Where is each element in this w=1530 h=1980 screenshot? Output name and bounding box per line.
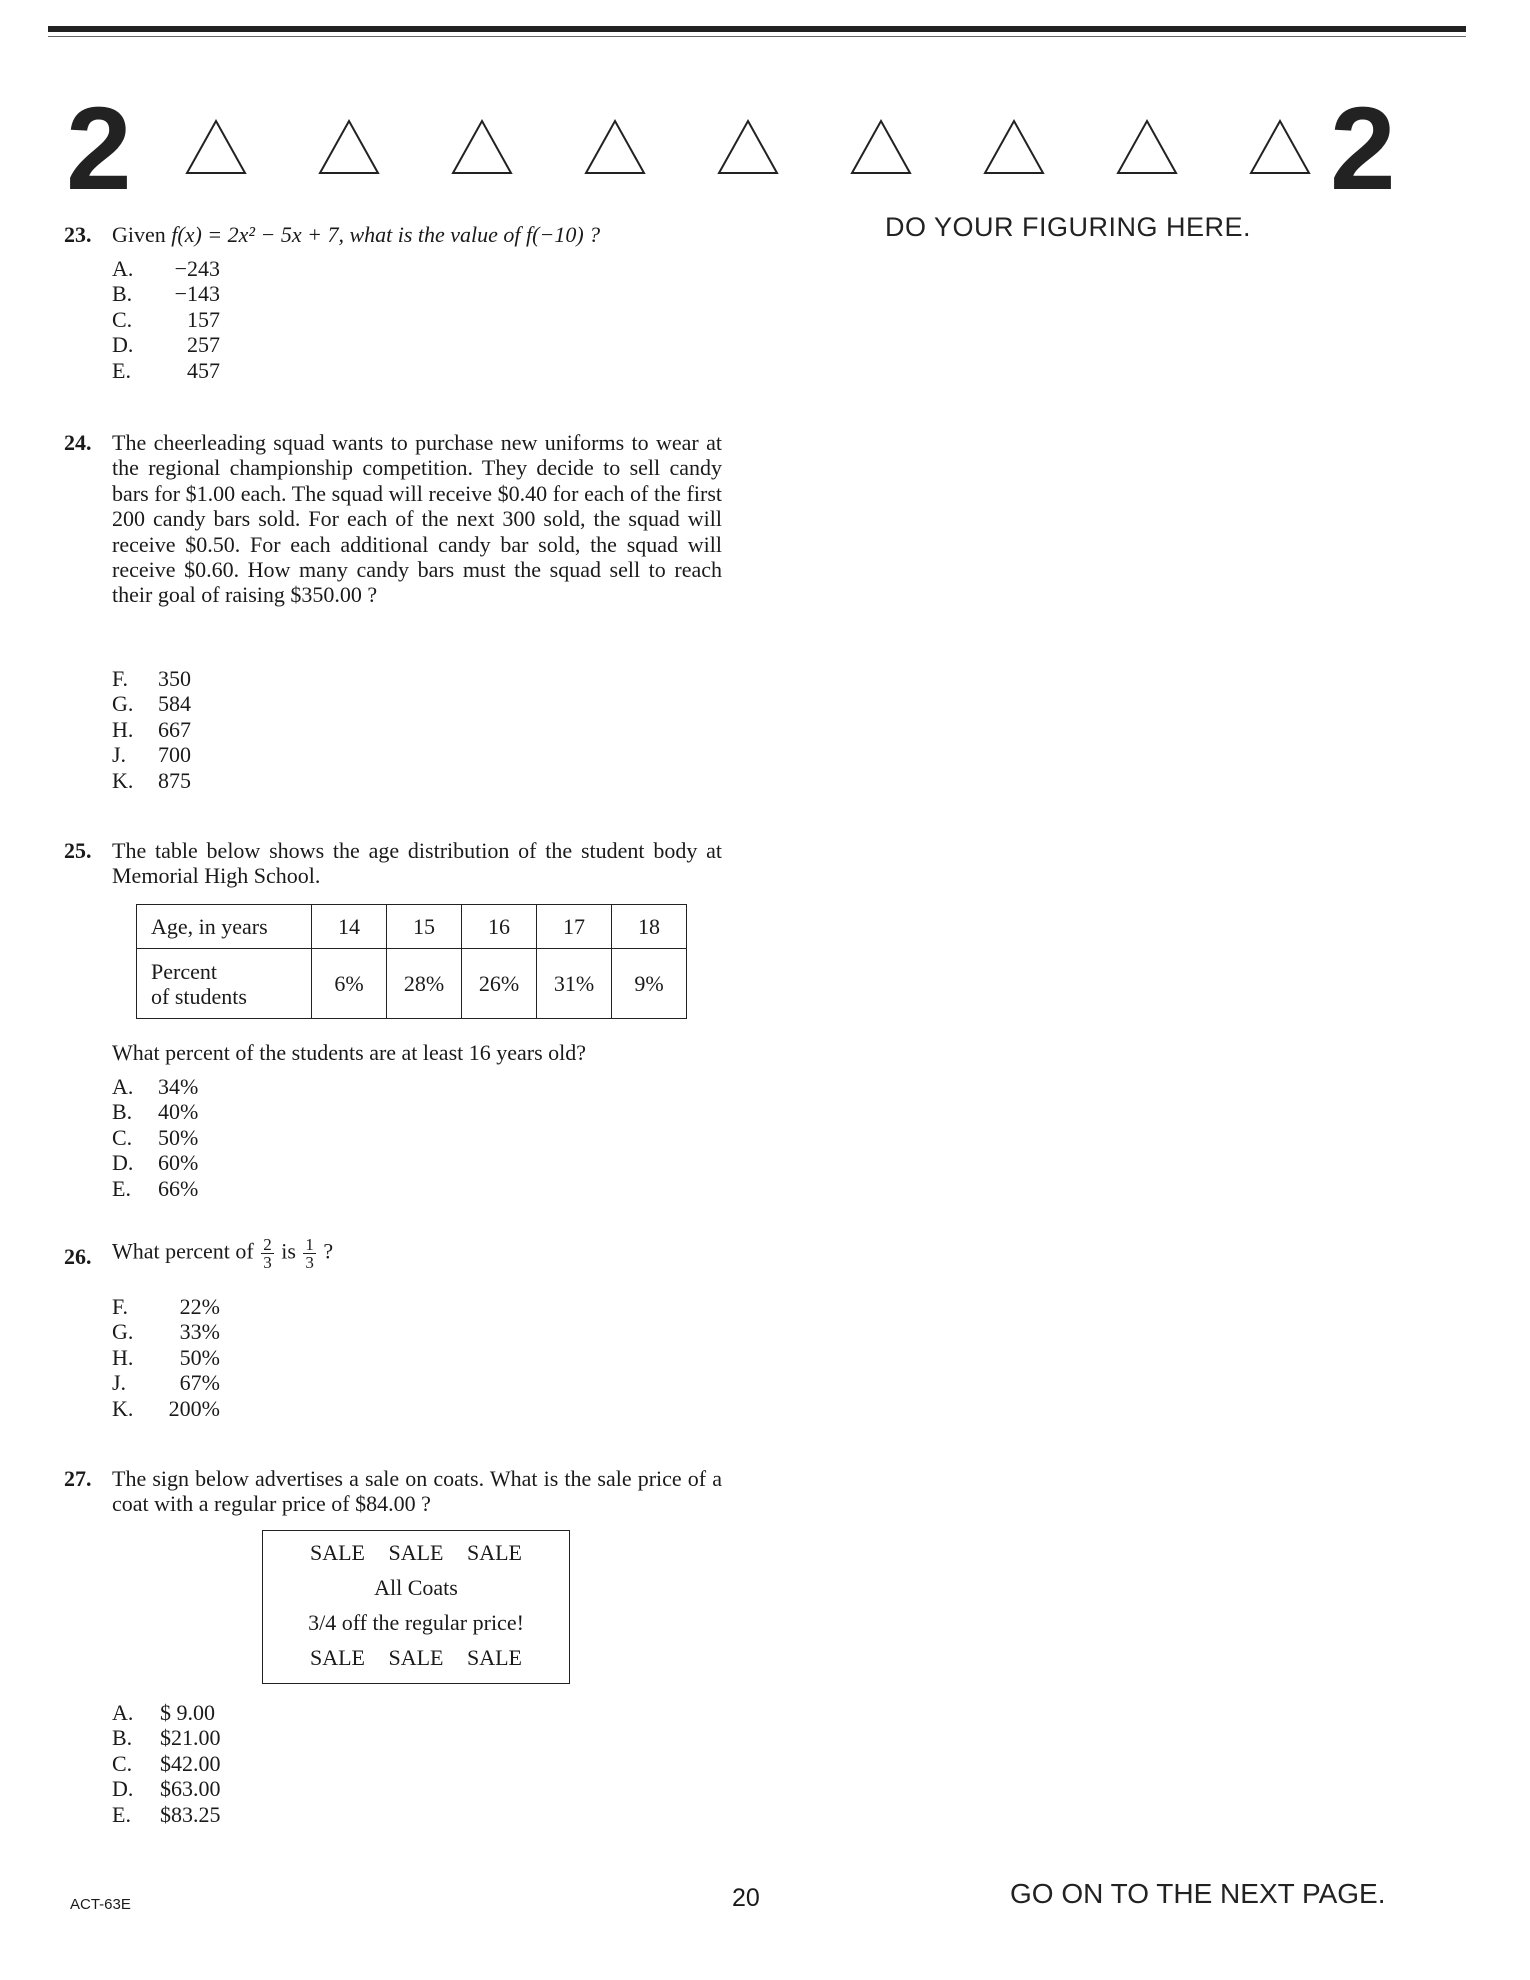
choice-a[interactable]: A. $ 9.00 bbox=[112, 1700, 215, 1725]
question-26-stem: What percent of $\frac{2}{3}$ is $\frac{1}{3}$ ? bbox=[112, 1235, 334, 1272]
choice-g[interactable]: G. 584 bbox=[112, 691, 191, 717]
choice-d[interactable]: D. 60% bbox=[112, 1150, 199, 1176]
choice-f[interactable]: F. 22% bbox=[112, 1294, 220, 1319]
triangle-outline-icon bbox=[184, 118, 248, 176]
choice-c[interactable]: C. 157 bbox=[112, 306, 220, 332]
triangle-outline-icon bbox=[849, 118, 913, 176]
choice-h[interactable]: H. 50% bbox=[112, 1344, 220, 1370]
choice-g[interactable]: G. 33% bbox=[112, 1319, 220, 1345]
question-25-choices bbox=[112, 1074, 198, 1201]
section-number-right: 2 bbox=[1330, 83, 1396, 215]
question-number: 24. bbox=[64, 430, 92, 455]
sign-line-3: 3/4 off the regular price! bbox=[308, 1610, 524, 1635]
sign-line-1: SALE SALE SALE bbox=[310, 1540, 522, 1565]
top-rule bbox=[48, 26, 1466, 32]
triangle-outline-icon bbox=[1248, 118, 1312, 176]
age-distribution-table bbox=[136, 904, 687, 1019]
question-23 bbox=[64, 222, 110, 247]
percent-cell: 26% bbox=[462, 949, 537, 1019]
section-number-left: 2 bbox=[66, 83, 132, 215]
fraction-two-thirds: $\frac{2}{3}$ bbox=[263, 1235, 272, 1272]
percent-cell: 28% bbox=[387, 949, 462, 1019]
sign-line-2: All Coats bbox=[374, 1575, 458, 1600]
question-number: 27. bbox=[64, 1466, 92, 1491]
question-23-stem: Given f(x) = 2x² − 5x + 7, what is the value of f(−10) ? bbox=[112, 222, 601, 247]
figuring-label: DO YOUR FIGURING HERE. bbox=[885, 212, 1252, 242]
fraction-one-third: $\frac{1}{3}$ bbox=[305, 1235, 314, 1272]
age-cell: 14 bbox=[312, 905, 387, 949]
age-cell: 16 bbox=[462, 905, 537, 949]
choice-j[interactable]: J. 67% bbox=[112, 1370, 220, 1396]
choice-e[interactable]: E. 457 bbox=[112, 357, 220, 383]
question-27-stem: The sign below advertises a sale on coats. What is the sale price of a coat with a regular price of $84.00 ? bbox=[112, 1466, 722, 1517]
table-row-percents bbox=[137, 949, 687, 1019]
age-cell: 15 bbox=[387, 905, 462, 949]
table-row-ages bbox=[137, 905, 687, 949]
row-header-age: Age, in years bbox=[137, 905, 312, 949]
question-27 bbox=[64, 1466, 110, 1491]
choice-f[interactable]: F. 350 bbox=[112, 666, 191, 691]
triangle-outline-icon bbox=[1115, 118, 1179, 176]
question-27-choices bbox=[112, 1700, 221, 1827]
percent-cell: 31% bbox=[537, 949, 612, 1019]
choice-k[interactable]: K. 875 bbox=[112, 767, 191, 793]
choice-b[interactable]: B. $21.00 bbox=[112, 1725, 221, 1751]
percent-cell: 9% bbox=[612, 949, 687, 1019]
sign-line-4: SALE SALE SALE bbox=[310, 1645, 522, 1670]
choice-e[interactable]: E. $83.25 bbox=[112, 1801, 221, 1827]
sale-sign bbox=[262, 1530, 570, 1684]
choice-a[interactable]: A. 34% bbox=[112, 1074, 199, 1099]
choice-a[interactable]: A. −243 bbox=[112, 256, 220, 281]
choice-h[interactable]: H. 667 bbox=[112, 716, 191, 742]
question-number: 25. bbox=[64, 838, 92, 863]
row-header-percent: Percent of students bbox=[137, 949, 312, 1019]
question-24-choices bbox=[112, 666, 191, 793]
choice-c[interactable]: C. $42.00 bbox=[112, 1750, 221, 1776]
choice-d[interactable]: D. $63.00 bbox=[112, 1776, 221, 1802]
triangle-outline-icon bbox=[716, 118, 780, 176]
page-number: 20 bbox=[732, 1884, 760, 1912]
question-25-question: What percent of the students are at least 16 years old? bbox=[112, 1040, 587, 1065]
next-page-notice: GO ON TO THE NEXT PAGE. bbox=[1010, 1878, 1386, 1909]
choice-b[interactable]: B. −143 bbox=[112, 281, 220, 307]
triangle-outline-icon bbox=[583, 118, 647, 176]
question-24 bbox=[64, 430, 110, 455]
question-25 bbox=[64, 838, 110, 863]
choice-j[interactable]: J. 700 bbox=[112, 742, 191, 768]
question-number: 23. bbox=[64, 222, 92, 247]
choice-b[interactable]: B. 40% bbox=[112, 1099, 199, 1125]
choice-e[interactable]: E. 66% bbox=[112, 1175, 199, 1201]
question-26 bbox=[64, 1244, 110, 1269]
choice-c[interactable]: C. 50% bbox=[112, 1124, 199, 1150]
question-25-stem: The table below shows the age distribution of the student body at Memorial High School. bbox=[112, 838, 722, 889]
choice-d[interactable]: D. 257 bbox=[112, 332, 220, 358]
percent-cell: 6% bbox=[312, 949, 387, 1019]
question-24-stem: The cheerleading squad wants to purchase new uniforms to wear at the regional championship competition. They decide to sell candy bars for $1.00 each. The squad will receive $0.40 for each of the first 200 candy bars sold. For each of the next 300 sold, the squad will receive $0.50. For each additional candy bar sold, the squad will receive $0.60. How many candy bars must the squad sell to reach their goal of raising $350.00 ? bbox=[112, 430, 722, 608]
age-cell: 18 bbox=[612, 905, 687, 949]
question-23-choices bbox=[112, 256, 220, 383]
triangle-outline-icon bbox=[450, 118, 514, 176]
age-cell: 17 bbox=[537, 905, 612, 949]
question-number: 26. bbox=[64, 1244, 92, 1269]
form-code: ACT-63E bbox=[70, 1896, 131, 1913]
triangle-outline-icon bbox=[317, 118, 381, 176]
top-rule-thin bbox=[48, 36, 1466, 37]
choice-k[interactable]: K. 200% bbox=[112, 1395, 220, 1421]
triangle-outline-icon bbox=[982, 118, 1046, 176]
question-26-choices bbox=[112, 1294, 220, 1421]
